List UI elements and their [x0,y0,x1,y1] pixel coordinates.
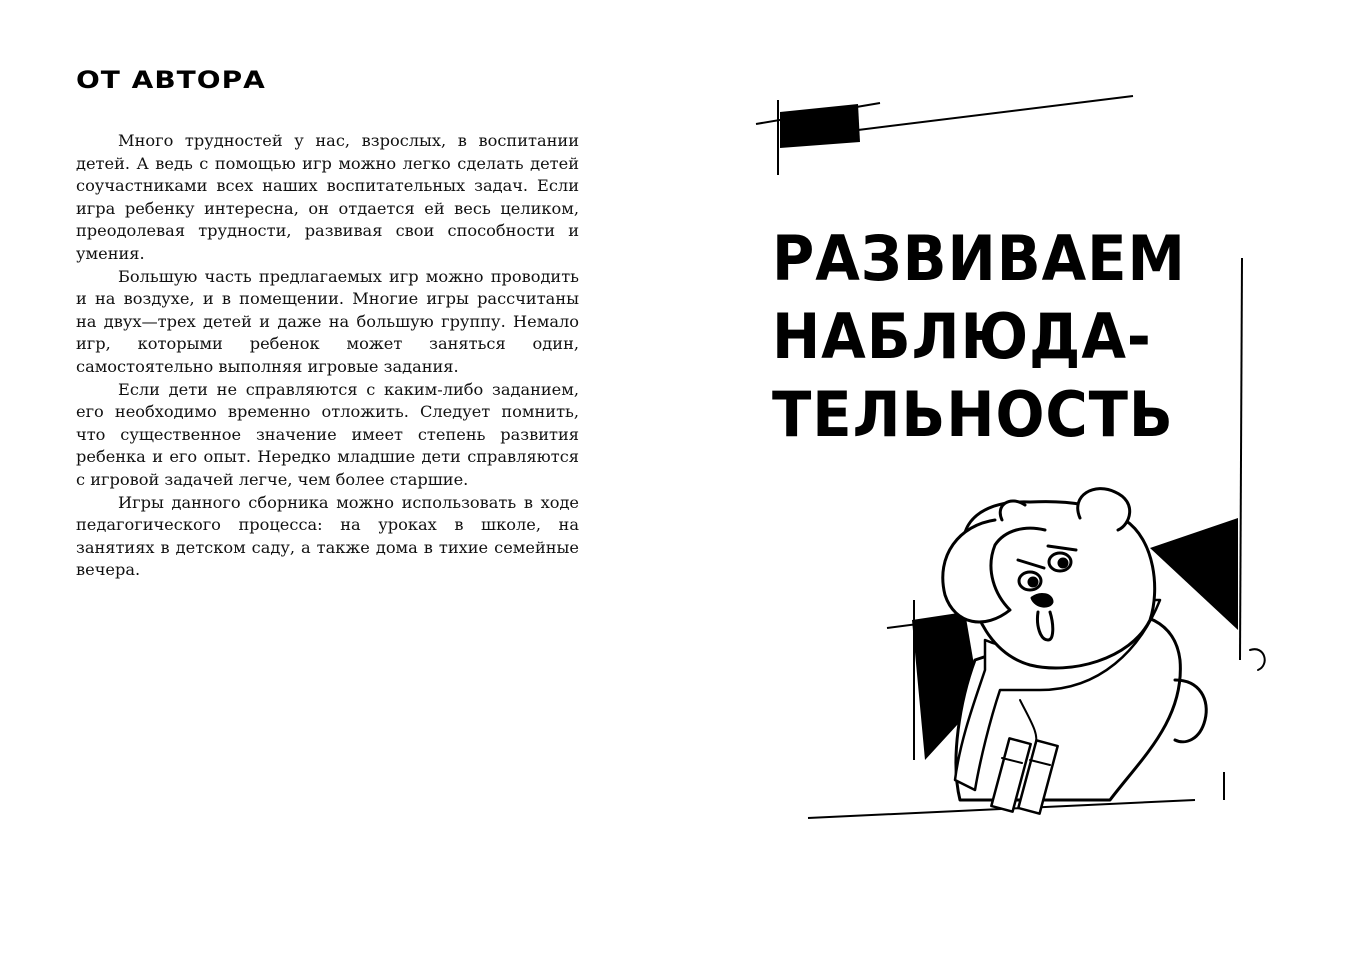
bear-mouth [1037,612,1052,640]
paragraph: Большую часть предлагаемых игр можно проводить и на воздухе, и в помещении. Многие игры рассчитаны на двух—трех детей и даже на большую группу. Немало игр, которыми ребенок может заняться один, самостоятельно выполняя игровые задания. [76,266,579,376]
chapter-title [772,220,1202,454]
chapter-title-line: ТЕЛЬНОСТЬ [772,378,1174,451]
decor-line [1240,258,1242,660]
decor-black-triangle [1150,518,1238,630]
bear-pupil [1029,578,1037,586]
decor-sketch [1250,649,1265,670]
paragraph: Много трудностей у нас, взрослых, в воспитании детей. А ведь с помощью игр можно легко сделать детей соучастниками всех наших воспитательных задач. Если игра ребенку интересна, он отдается ей весь целиком, преодолевая трудности, развивая свои способности и умения. [76,131,579,263]
paragraph: Игры данного сборника можно использовать в ходе педагогического процесса: на уроках в школе, на занятиях в детском саду, а также дома в тихие семейные вечера. [76,492,579,580]
section-heading: ОТ АВТОРА [76,66,266,95]
paragraph: Если дети не справляются с каким-либо заданием, его необходимо временно отложить. Следует помнить, что существенное значение имеет степень развития ребенка и его опыт. Нередко младшие дети справляются с игровой задачей легче, чем более старшие. [76,379,579,489]
decor-black-block [780,104,860,148]
bear-nose [1032,595,1052,607]
chapter-title-line: РАЗВИВАЕМ [772,222,1186,295]
decor-line [858,96,1133,130]
chapter-title-line: НАБЛЮДА- [772,300,1152,373]
bear-pupil [1059,559,1067,567]
